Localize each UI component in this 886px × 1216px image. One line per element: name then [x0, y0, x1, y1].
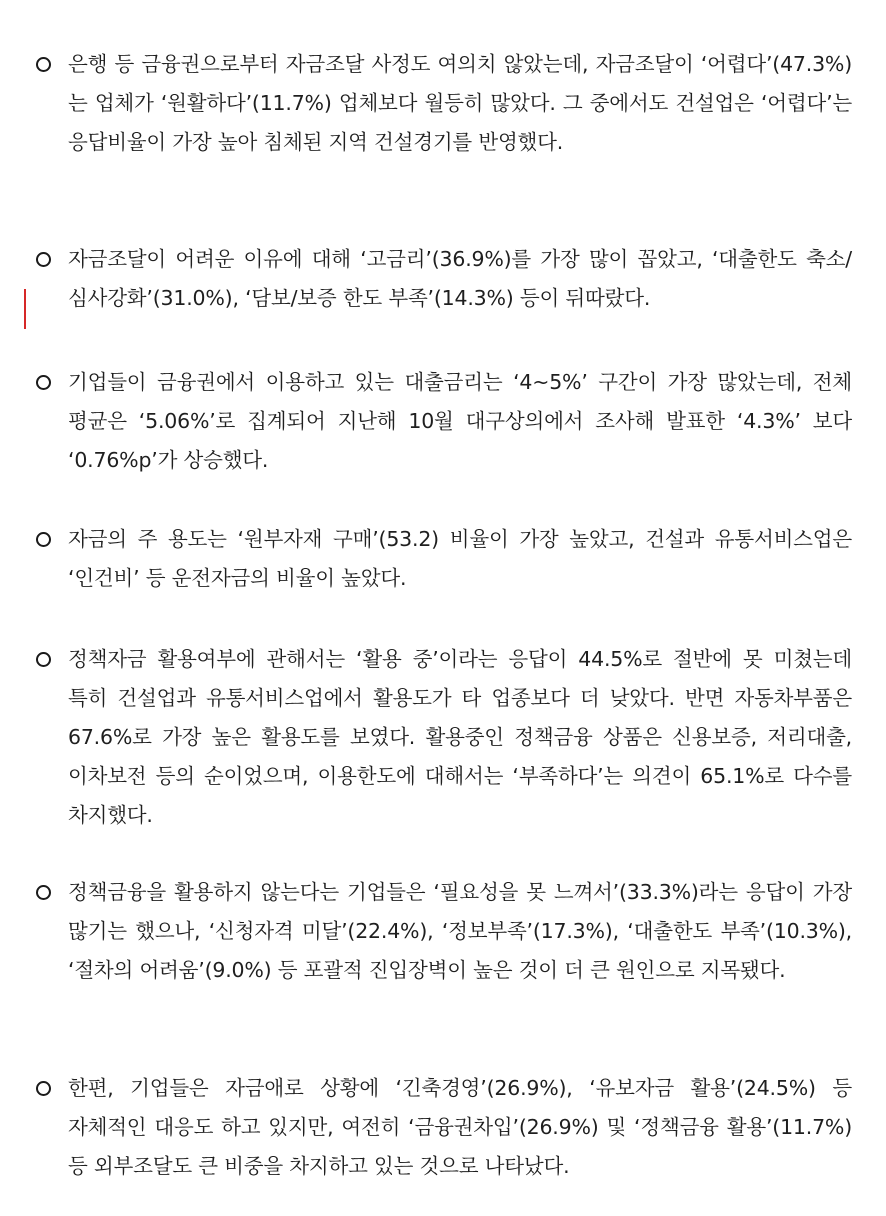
hollow-circle-bullet-icon — [36, 1081, 51, 1096]
hollow-circle-bullet-icon — [36, 885, 51, 900]
revision-bar — [24, 289, 26, 329]
hollow-circle-bullet-icon — [36, 375, 51, 390]
paragraph-text: 정책자금 활용여부에 관해서는 ‘활용 중’이라는 응답이 44.5%로 절반에 못 미쳤는데 특히 건설업과 유통서비스업에서 활용도가 타 업종보다 더 낮았다. 반면 자동차부품은 67.6%로 가장 높은 활용도를 보였다. 활용중인 정책금융 상품은 신용보증, 저리대출, 이차보전 등의 순이었으며, 이용한도에 대해서는 ‘부족하다’는 의견이 65.1%로 다수를 차지했다. — [68, 647, 852, 827]
paragraph-self-response — [36, 1069, 852, 1186]
paragraph-difficulty-reasons — [36, 240, 852, 318]
paragraph-fund-usage — [36, 520, 852, 598]
hollow-circle-bullet-icon — [36, 532, 51, 547]
paragraph-loan-rates — [36, 363, 852, 480]
paragraph-policy-fund-usage — [36, 640, 852, 835]
hollow-circle-bullet-icon — [36, 652, 51, 667]
paragraph-policy-fund-barriers — [36, 873, 852, 990]
paragraph-text: 한편, 기업들은 자금애로 상황에 ‘긴축경영’(26.9%), ‘유보자금 활용’(24.5%) 등 자체적인 대응도 하고 있지만, 여전히 ‘금융권차입’(26.9%) 및 ‘정책금융 활용’(11.7%) 등 외부조달도 큰 비중을 차지하고 있는 것으로 나타났다. — [68, 1076, 852, 1178]
paragraph-text: 자금조달이 어려운 이유에 대해 ‘고금리’(36.9%)를 가장 많이 꼽았고, ‘대출한도 축소/심사강화’(31.0%), ‘담보/보증 한도 부족’(14.3%) 등이 뒤따랐다. — [68, 247, 852, 310]
paragraph-text: 기업들이 금융권에서 이용하고 있는 대출금리는 ‘4~5%’ 구간이 가장 많았는데, 전체 평균은 ‘5.06%’로 집계되어 지난해 10월 대구상의에서 조사해 발표한 ‘4.3%’ 보다 ‘0.76%p’가 상승했다. — [68, 370, 852, 472]
hollow-circle-bullet-icon — [36, 252, 51, 267]
paragraph-text: 정책금융을 활용하지 않는다는 기업들은 ‘필요성을 못 느껴서’(33.3%)라는 응답이 가장 많기는 했으나, ‘신청자격 미달’(22.4%), ‘정보부족’(17.3%), ‘대출한도 부족’(10.3%), ‘절차의 어려움’(9.0%) 등 포괄적 진입장벽이 높은 것이 더 큰 원인으로 지목됐다. — [68, 880, 852, 982]
paragraph-text: 자금의 주 용도는 ‘원부자재 구매’(53.2) 비율이 가장 높았고, 건설과 유통서비스업은 ‘인건비’ 등 운전자금의 비율이 높았다. — [68, 527, 852, 590]
hollow-circle-bullet-icon — [36, 57, 51, 72]
paragraph-text: 은행 등 금융권으로부터 자금조달 사정도 여의치 않았는데, 자금조달이 ‘어렵다’(47.3%)는 업체가 ‘원활하다’(11.7%) 업체보다 월등히 많았다. 그 중에서도 건설업은 ‘어렵다’는 응답비율이 가장 높아 침체된 지역 건설경기를 반영했다. — [68, 52, 852, 154]
paragraph-funding-difficulty — [36, 45, 852, 162]
